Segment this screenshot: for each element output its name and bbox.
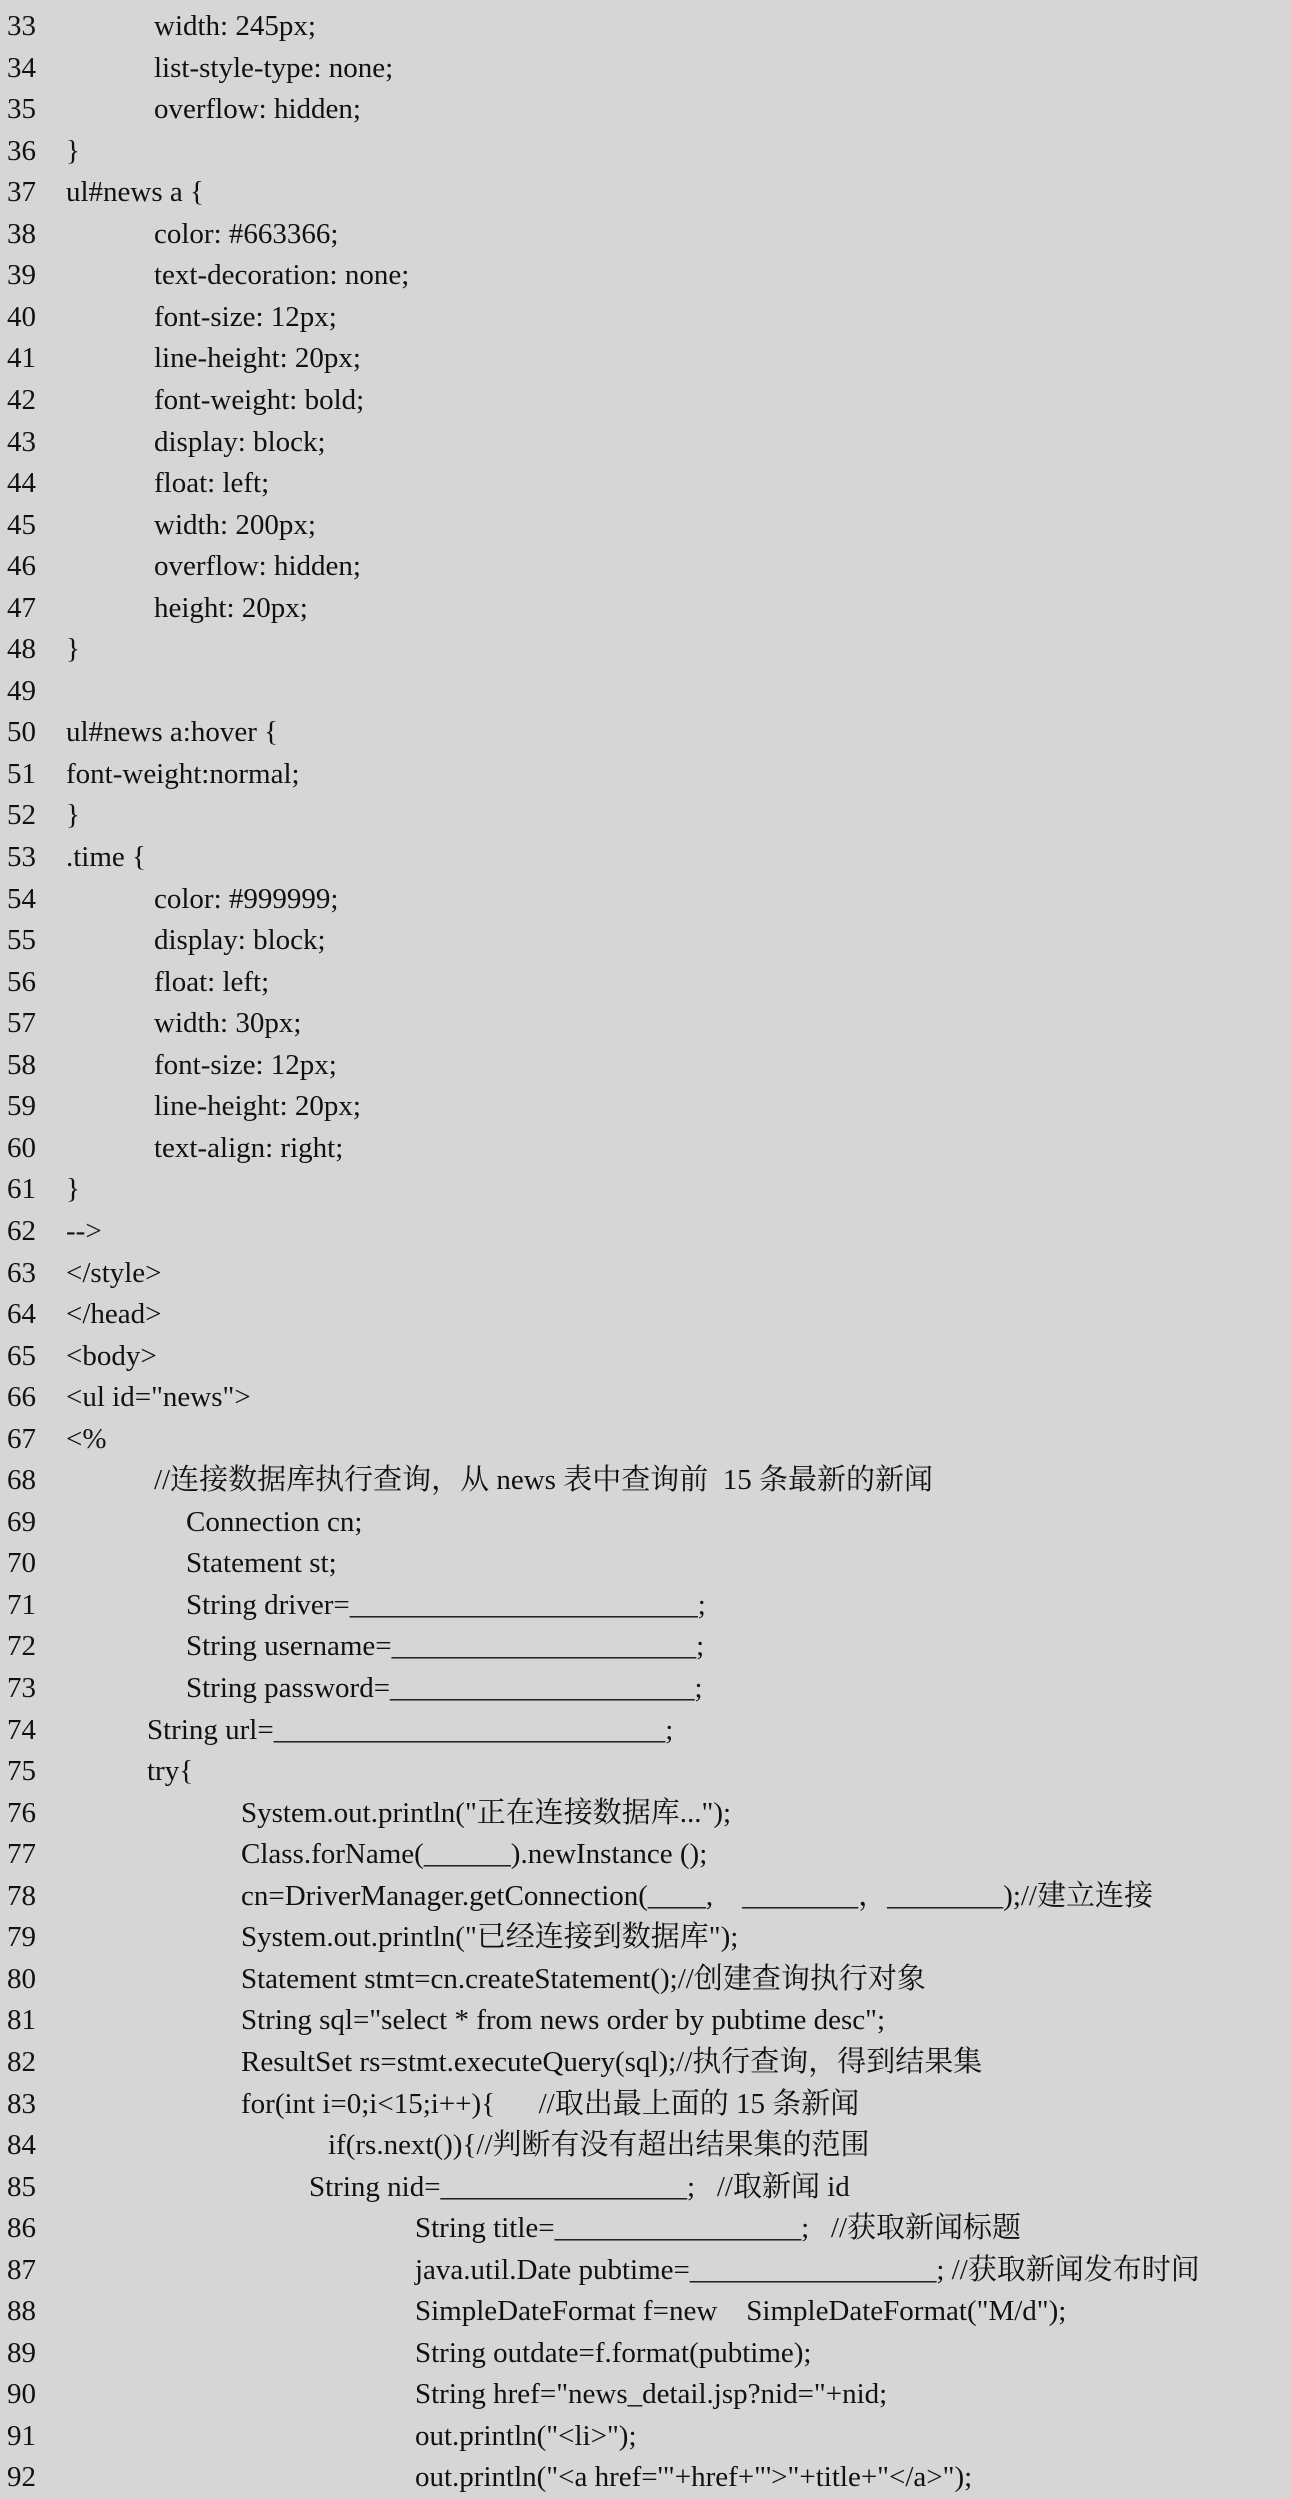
line-text: text-decoration: none;	[154, 259, 410, 292]
line-number: 69	[7, 1505, 36, 1538]
line-number: 83	[7, 2087, 36, 2120]
line-text: String sql="select * from news order by pubtime desc";	[241, 2004, 886, 2037]
line-text: String outdate=f.format(pubtime);	[415, 2336, 812, 2369]
code-line	[0, 214, 1291, 256]
line-text: color: #999999;	[154, 882, 339, 915]
line-number: 61	[7, 1173, 36, 1206]
line-text: </style>	[66, 1256, 162, 1289]
code-line	[0, 172, 1291, 214]
line-text: display: block;	[154, 425, 326, 458]
line-text: String title=_________________; //获取新闻标题	[415, 2212, 1022, 2245]
code-line	[0, 1211, 1291, 1253]
line-number: 72	[7, 1630, 36, 1663]
line-number: 35	[7, 93, 36, 126]
line-text: overflow: hidden;	[154, 93, 361, 126]
code-line	[0, 422, 1291, 464]
code-line	[0, 2125, 1291, 2167]
line-text: //连接数据库执行查询，从 news 表中查询前 15 条最新的新闻	[154, 1464, 933, 1497]
line-text: font-weight: bold;	[154, 383, 365, 416]
line-text: font-size: 12px;	[154, 300, 337, 333]
line-text: float: left;	[154, 965, 270, 998]
code-line	[0, 2167, 1291, 2209]
line-text: System.out.println("正在连接数据库...");	[241, 1796, 732, 1829]
code-line	[0, 1668, 1291, 1710]
line-number: 60	[7, 1131, 36, 1164]
code-line	[0, 879, 1291, 921]
code-line	[0, 962, 1291, 1004]
line-number: 59	[7, 1090, 36, 1123]
line-number: 46	[7, 550, 36, 583]
line-text: out.println("<a href='"+href+"'>"+title+"</a>");	[415, 2461, 973, 2494]
line-text: width: 245px;	[154, 10, 316, 42]
line-number: 55	[7, 924, 36, 957]
line-text: <body>	[66, 1339, 157, 1372]
line-text: list-style-type: none;	[154, 51, 394, 84]
line-number: 50	[7, 716, 36, 749]
line-text: font-weight:normal;	[66, 757, 300, 790]
line-number: 76	[7, 1796, 36, 1829]
line-number: 87	[7, 2253, 36, 2286]
code-line	[0, 505, 1291, 547]
line-number: 82	[7, 2045, 36, 2078]
line-text: overflow: hidden;	[154, 550, 361, 583]
line-text: String username=_____________________;	[186, 1630, 705, 1663]
line-number: 66	[7, 1381, 36, 1414]
line-number: 38	[7, 217, 36, 250]
code-line	[0, 1460, 1291, 1502]
line-number: 92	[7, 2461, 36, 2494]
code-line	[0, 546, 1291, 588]
code-line	[0, 463, 1291, 505]
code-line	[0, 1003, 1291, 1045]
line-text: ul#news a {	[66, 176, 204, 209]
line-text: ResultSet rs=stmt.executeQuery(sql);//执行查询，得到结果集	[241, 2045, 983, 2078]
line-text: float: left;	[154, 467, 270, 500]
line-text: java.util.Date pubtime=_________________; //获取新闻发布时间	[415, 2253, 1200, 2286]
line-number: 57	[7, 1007, 36, 1040]
line-text: width: 30px;	[154, 1007, 302, 1040]
line-number: 34	[7, 51, 36, 84]
line-number: 79	[7, 1921, 36, 1954]
line-text: <ul id="news">	[66, 1381, 251, 1414]
code-line	[0, 1751, 1291, 1793]
line-number: 52	[7, 799, 36, 832]
code-line	[0, 2374, 1291, 2416]
code-line	[0, 1834, 1291, 1876]
code-line	[0, 2333, 1291, 2375]
code-line	[0, 1086, 1291, 1128]
line-text: }	[66, 1173, 80, 1206]
line-number: 53	[7, 841, 36, 873]
code-line	[0, 1128, 1291, 1170]
code-line	[0, 131, 1291, 173]
line-number: 42	[7, 383, 36, 416]
line-number: 48	[7, 633, 36, 666]
code-line	[0, 6, 1291, 48]
code-line	[0, 1169, 1291, 1211]
code-line	[0, 2291, 1291, 2333]
line-text: text-align: right;	[154, 1131, 344, 1164]
line-text: ul#news a:hover {	[66, 716, 279, 749]
code-line	[0, 2416, 1291, 2458]
code-line	[0, 920, 1291, 962]
code-line	[0, 588, 1291, 630]
code-line	[0, 837, 1291, 879]
line-number: 70	[7, 1547, 36, 1580]
code-line	[0, 297, 1291, 339]
line-number: 37	[7, 176, 36, 209]
code-line	[0, 338, 1291, 380]
line-text: try{	[147, 1755, 194, 1788]
line-number: 62	[7, 1214, 36, 1247]
code-line	[0, 1959, 1291, 2001]
code-line	[0, 1585, 1291, 1627]
line-number: 71	[7, 1588, 36, 1621]
line-number: 73	[7, 1672, 36, 1704]
line-number: 77	[7, 1838, 36, 1871]
line-text: color: #663366;	[154, 217, 339, 250]
line-number: 39	[7, 259, 36, 292]
code-line	[0, 2042, 1291, 2084]
line-number: 67	[7, 1422, 36, 1455]
line-text: Statement stmt=cn.createStatement();//创建查询执行对象	[241, 1962, 926, 1995]
code-line	[0, 1626, 1291, 1668]
line-text: }	[66, 134, 80, 167]
line-text: String url=___________________________;	[147, 1713, 674, 1746]
line-text: <%	[66, 1422, 107, 1455]
line-text: for(int i=0;i<15;i++){ //取出最上面的 15 条新闻	[241, 2087, 860, 2120]
line-number: 49	[7, 674, 36, 707]
code-line	[0, 1543, 1291, 1585]
code-line	[0, 2000, 1291, 2042]
code-line	[0, 1419, 1291, 1461]
line-number: 74	[7, 1713, 36, 1746]
code-line	[0, 1377, 1291, 1419]
line-text: line-height: 20px;	[154, 1090, 361, 1123]
line-number: 51	[7, 757, 36, 790]
code-line	[0, 2084, 1291, 2126]
line-text: String href="news_detail.jsp?nid="+nid;	[415, 2378, 888, 2411]
line-text: String driver=________________________;	[186, 1588, 706, 1621]
line-number: 58	[7, 1048, 36, 1081]
line-text: }	[66, 633, 80, 666]
line-text: String nid=_________________; //取新闻 id	[309, 2170, 850, 2203]
code-line	[0, 1045, 1291, 1087]
line-number: 91	[7, 2419, 36, 2452]
line-number: 85	[7, 2170, 36, 2203]
line-number: 88	[7, 2295, 36, 2328]
line-text: font-size: 12px;	[154, 1048, 337, 1081]
line-number: 40	[7, 300, 36, 333]
code-line	[0, 754, 1291, 796]
code-line	[0, 1502, 1291, 1544]
code-line	[0, 629, 1291, 671]
line-text: out.println("<li>");	[415, 2419, 637, 2452]
line-number: 63	[7, 1256, 36, 1289]
line-number: 43	[7, 425, 36, 458]
line-text: </head>	[66, 1298, 162, 1331]
line-number: 45	[7, 508, 36, 541]
code-line	[0, 671, 1291, 713]
line-text: -->	[66, 1214, 102, 1247]
code-line	[0, 1710, 1291, 1752]
line-text: System.out.println("已经连接到数据库");	[241, 1921, 739, 1954]
line-text: cn=DriverManager.getConnection(____, ________，________);//建立连接	[241, 1879, 1153, 1912]
line-number: 56	[7, 965, 36, 998]
code-line	[0, 795, 1291, 837]
code-line	[0, 1336, 1291, 1378]
line-number: 47	[7, 591, 36, 624]
line-number: 84	[7, 2129, 36, 2162]
line-text: String password=_____________________;	[186, 1672, 703, 1704]
line-number: 89	[7, 2336, 36, 2369]
code-line	[0, 89, 1291, 131]
line-number: 41	[7, 342, 36, 375]
code-line	[0, 255, 1291, 297]
code-line	[0, 1793, 1291, 1835]
code-line	[0, 2208, 1291, 2250]
line-text: }	[66, 799, 80, 832]
code-line	[0, 380, 1291, 422]
line-number: 75	[7, 1755, 36, 1788]
line-text: if(rs.next()){//判断有没有超出结果集的范围	[328, 2129, 870, 2162]
line-number: 36	[7, 134, 36, 167]
code-line	[0, 1253, 1291, 1295]
line-text: .time {	[66, 841, 146, 873]
line-text: SimpleDateFormat f=new SimpleDateFormat("M/d");	[415, 2295, 1067, 2328]
line-text: height: 20px;	[154, 591, 308, 624]
code-line	[0, 1876, 1291, 1918]
line-text: Class.forName(______).newInstance ();	[241, 1838, 708, 1871]
line-text: line-height: 20px;	[154, 342, 361, 375]
line-number: 44	[7, 467, 36, 500]
line-text: display: block;	[154, 924, 326, 957]
line-number: 80	[7, 1962, 36, 1995]
code-line	[0, 2250, 1291, 2292]
line-number: 54	[7, 882, 36, 915]
line-number: 86	[7, 2212, 36, 2245]
line-number: 68	[7, 1464, 36, 1497]
line-number: 78	[7, 1879, 36, 1912]
line-number: 65	[7, 1339, 36, 1372]
code-line	[0, 1917, 1291, 1959]
line-text: Connection cn;	[186, 1505, 363, 1538]
line-number: 33	[7, 10, 36, 42]
line-number: 90	[7, 2378, 36, 2411]
line-text: Statement st;	[186, 1547, 337, 1580]
code-line	[0, 1294, 1291, 1336]
code-line	[0, 712, 1291, 754]
code-line	[0, 2457, 1291, 2499]
line-number: 81	[7, 2004, 36, 2037]
line-text: width: 200px;	[154, 508, 316, 541]
line-number: 64	[7, 1298, 36, 1331]
code-line	[0, 48, 1291, 90]
